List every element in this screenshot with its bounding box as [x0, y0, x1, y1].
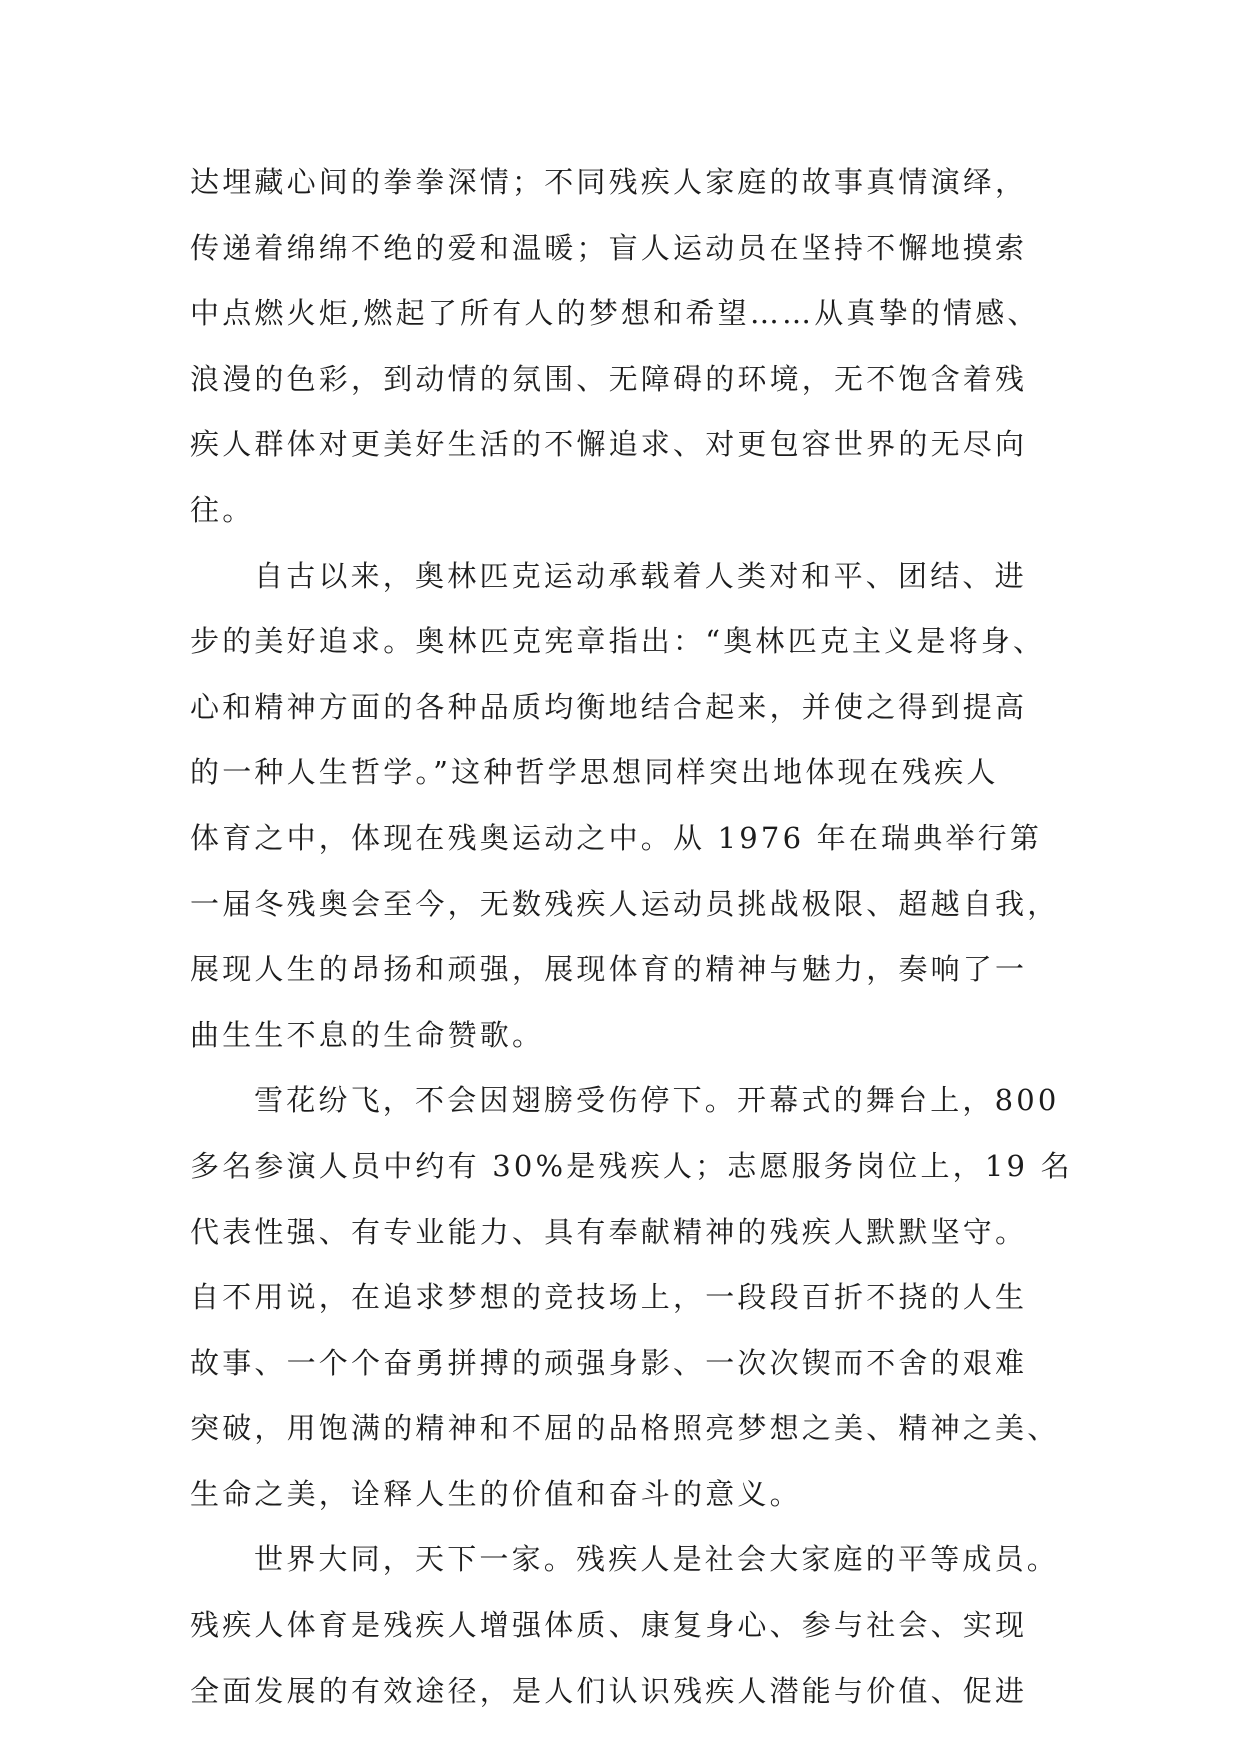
text-line: 中点燃火炬,燃起了所有人的梦想和希望……从真挚的情感、: [190, 296, 1040, 331]
text-line: 体育之中，体现在残奥运动之中。从 1976 年在瑞典举行第: [190, 820, 1043, 855]
paragraph-snowflakes: [190, 1068, 1090, 1527]
text-line: 全面发展的有效途径，是人们认识残疾人潜能与价值、促进: [190, 1673, 1028, 1708]
text-line: 浪漫的色彩，到动情的氛围、无障碍的环境，无不饱含着残: [190, 361, 1028, 396]
paragraph-world-unity: [190, 1527, 1090, 1724]
text-line: 突破，用饱满的精神和不屈的品格照亮梦想之美、精神之美、: [190, 1411, 1060, 1446]
paragraph-continuation: [190, 150, 1090, 544]
text-line: 多名参演人员中约有 30%是残疾人；志愿服务岗位上，19 名: [190, 1148, 1073, 1183]
text-line: 展现人生的昂扬和顽强，展现体育的精神与魅力，奏响了一: [190, 952, 1028, 987]
text-line: 步的美好追求。奥林匹克宪章指出：“奥林匹克主义是将身、: [190, 624, 1046, 659]
text-line: 雪花纷飞，不会因翅膀受伤停下。开幕式的舞台上，800: [254, 1083, 1060, 1118]
text-line: 曲生生不息的生命赞歌。: [190, 1017, 545, 1052]
text-line: 故事、一个个奋勇拼搏的顽强身影、一次次锲而不舍的艰难: [190, 1345, 1028, 1380]
text-line: 一届冬残奥会至今，无数残疾人运动员挑战极限、超越自我，: [190, 886, 1060, 921]
text-line: 心和精神方面的各种品质均衡地结合起来，并使之得到提高: [190, 689, 1028, 724]
text-line: 达埋藏心间的拳拳深情；不同残疾人家庭的故事真情演绎，: [190, 165, 1028, 199]
document-page: [190, 150, 1090, 1724]
text-line: 生命之美，诠释人生的价值和奋斗的意义。: [190, 1476, 802, 1511]
text-line: 自古以来，奥林匹克运动承载着人类对和平、团结、进: [254, 558, 1027, 593]
text-line: 传递着绵绵不绝的爱和温暖；盲人运动员在坚持不懈地摸索: [190, 230, 1028, 265]
text-line: 世界大同，天下一家。残疾人是社会大家庭的平等成员。: [254, 1542, 1060, 1577]
text-line: 自不用说，在追求梦想的竞技场上，一段段百折不挠的人生: [190, 1280, 1028, 1315]
text-line: 往。: [190, 492, 255, 527]
text-line: 疾人群体对更美好生活的不懈追求、对更包容世界的无尽向: [190, 427, 1028, 462]
paragraph-olympic-spirit: [190, 544, 1090, 1069]
text-line: 代表性强、有专业能力、具有奉献精神的残疾人默默坚守。: [190, 1214, 1028, 1249]
text-line: 的一种人生哲学。”这种哲学思想同样突出地体现在残疾人: [190, 755, 999, 790]
text-line: 残疾人体育是残疾人增强体质、康复身心、参与社会、实现: [190, 1608, 1028, 1643]
